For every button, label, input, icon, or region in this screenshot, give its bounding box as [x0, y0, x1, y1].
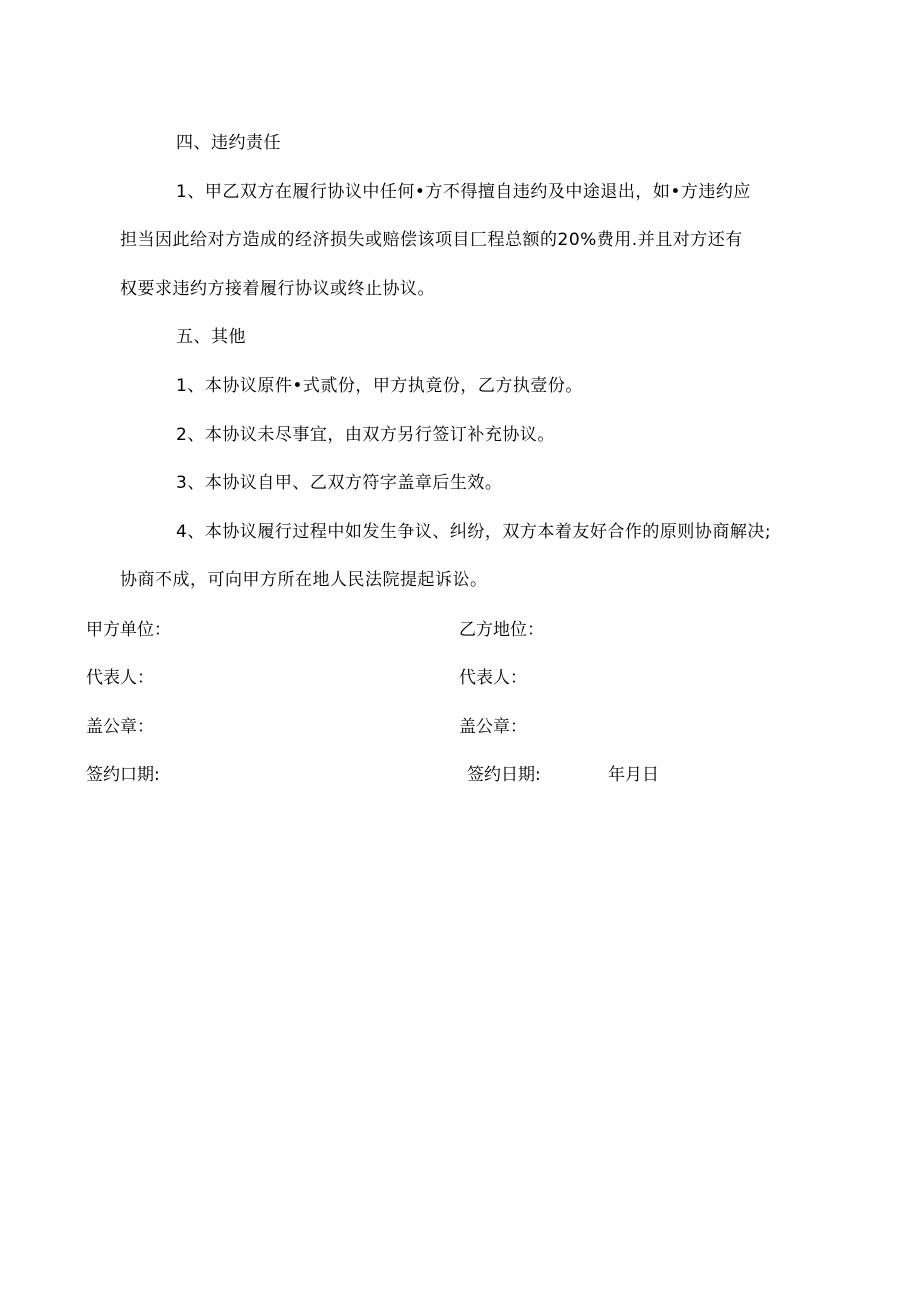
party-a-unit-label: 甲方单位：: [86, 620, 171, 640]
party-b-unit-label: 乙方地位：: [459, 620, 544, 640]
section-5-item-4-line-2: 协商不成，可向甲方所在地人民法院提起诉讼。: [120, 570, 488, 590]
section-5-item-3: 3、本协议自甲、乙双方符字盖章后生效。: [176, 473, 503, 493]
section-5-item-4-line-1: 4、本协议履行过程中如发生争议、纠纷，双方本着友好合作的原则协商解决;: [176, 522, 772, 542]
party-a-date-label: 签约口期:: [86, 765, 160, 785]
section-5-item-1: 1、本协议原件•式贰份，甲方执竟份，乙方执壹份。: [176, 376, 583, 396]
party-b-date-label: 签约日期:: [467, 765, 541, 785]
section-4-paragraph-line-1: 1、甲乙双方在履行协议中任何•方不得擅自违约及中途退出，如•方违约应: [176, 182, 751, 202]
section-5-heading: 五、其他: [176, 327, 246, 347]
section-4-paragraph-line-2: 担当因此给对方造成的经济损失或赔偿该项目匚程总额的20%费用.并且对方还有: [120, 230, 743, 250]
party-a-representative-label: 代表人：: [86, 668, 154, 688]
party-b-representative-label: 代表人：: [459, 668, 527, 688]
section-4-heading: 四、违约责任: [176, 133, 281, 153]
party-a-seal-label: 盖公章：: [86, 717, 154, 737]
party-b-seal-label: 盖公章：: [459, 717, 527, 737]
section-5-item-2: 2、本协议未尽事宜，由双方另行签订补充协议。: [176, 425, 555, 445]
section-4-paragraph-line-3: 权要求违约方接着履行协议或终止协议。: [120, 279, 435, 299]
party-b-date-value: 年月日: [608, 765, 659, 785]
